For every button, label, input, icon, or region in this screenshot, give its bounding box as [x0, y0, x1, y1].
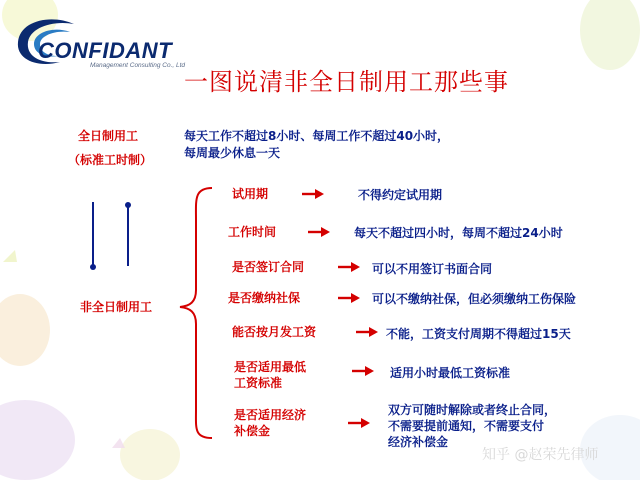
- row-4-value: 可以不缴纳社保，但必须缴纳工伤保险: [372, 292, 577, 306]
- row-3-label: 是否签订合同: [232, 260, 305, 274]
- row-5-value: 不能，工资支付周期不得超过15天: [386, 327, 571, 341]
- fulltime-desc-line1: 每天工作不超过8小时、每周工作不超过40小时，: [184, 129, 450, 143]
- arrow-right-icon: [302, 189, 324, 199]
- fulltime-sublabel: （标准工时制）: [68, 153, 153, 167]
- fulltime-label: 全日制用工: [78, 129, 139, 143]
- row-7-value: [388, 402, 556, 450]
- company-logo: [12, 14, 187, 74]
- row-2-label: 工作时间: [228, 225, 277, 239]
- row-7-value-line1: 双方可随时解除或者终止合同，: [388, 403, 557, 417]
- fulltime-desc-line2: 每周最少休息一天: [184, 146, 281, 160]
- parttime-label: 非全日制用工: [80, 300, 153, 314]
- row-6-value: 适用小时最低工资标准: [390, 366, 511, 380]
- row-2-value: 每天不超过四小时，每周不超过24小时: [354, 226, 563, 240]
- row-7-value-line3: 经济补偿金: [388, 435, 449, 449]
- arrow-right-icon: [352, 366, 374, 376]
- brace-icon: [170, 180, 220, 450]
- arrow-right-icon: [308, 227, 330, 237]
- row-1-label: 试用期: [232, 187, 269, 201]
- logo-name: CONFIDANT: [38, 38, 173, 63]
- row-4-label: 是否缴纳社保: [228, 291, 301, 305]
- connector-lines: [80, 196, 140, 276]
- row-7-label-line2: 补偿金: [234, 424, 271, 438]
- row-6-label-line2: 工资标准: [234, 376, 283, 390]
- row-3-value: 可以不用签订书面合同: [372, 262, 493, 276]
- row-1-value: 不得约定试用期: [358, 188, 443, 202]
- arrow-right-icon: [338, 262, 360, 272]
- row-6-label-line1: 是否适用最低: [234, 360, 307, 374]
- arrow-right-icon: [338, 293, 360, 303]
- row-7-label-line1: 是否适用经济: [234, 408, 307, 422]
- arrow-right-icon: [348, 418, 370, 428]
- arrow-right-icon: [356, 327, 378, 337]
- page-title: 一图说清非全日制用工那些事: [184, 68, 509, 96]
- row-7-value-line2: 不需要提前通知，不需要支付: [388, 419, 545, 433]
- row-7-label: [234, 407, 306, 439]
- logo-subtitle: Management Consulting Co., Ltd: [90, 62, 186, 69]
- row-6-label: [234, 359, 306, 391]
- row-5-label: 能否按月发工资: [232, 325, 317, 339]
- watermark: 知乎 @赵荣先律师: [482, 447, 599, 463]
